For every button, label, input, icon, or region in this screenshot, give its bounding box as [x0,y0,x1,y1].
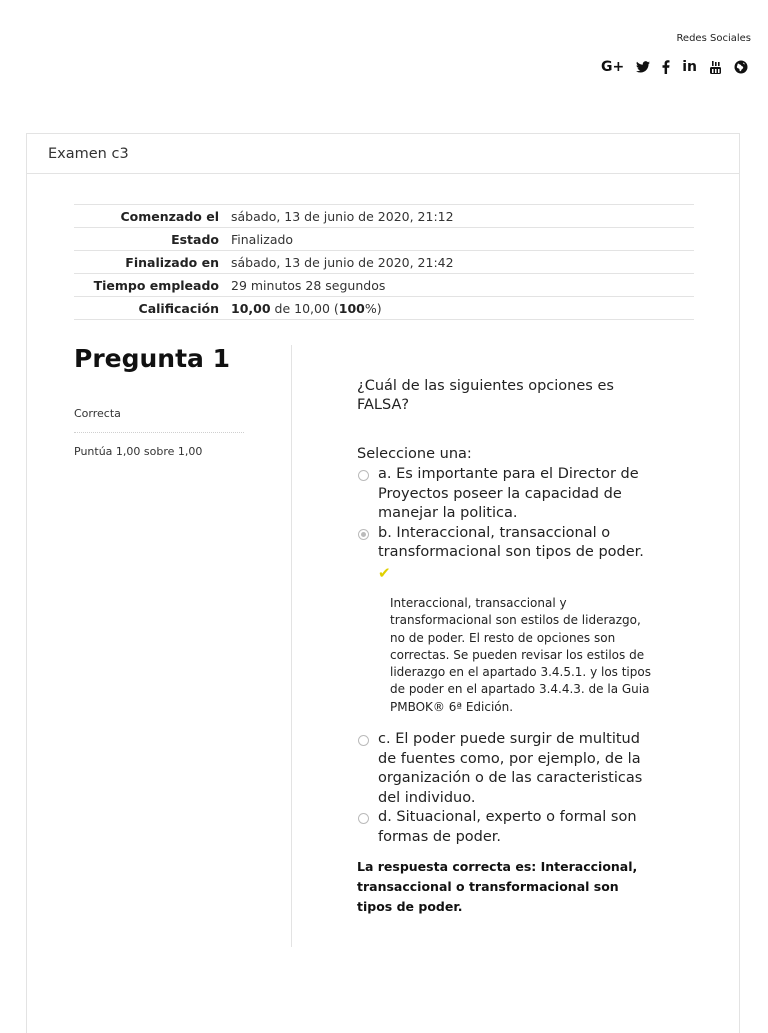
radio-button[interactable] [358,813,369,824]
google-plus-icon[interactable]: G+ [601,59,625,75]
summary-value: sábado, 13 de junio de 2020, 21:12 [231,208,454,224]
globe-icon[interactable] [734,58,748,76]
linkedin-icon[interactable]: in [682,59,697,75]
answer-option-a[interactable] [357,465,657,524]
answer-options [357,465,657,847]
summary-label: Tiempo empleado [93,277,219,293]
option-label: c. El poder puede surgir de multitud de fuentes como, por ejemplo, de la organización o de las caracteristicas del individuo. [378,731,643,806]
summary-row-finished [74,251,694,274]
answer-option-b[interactable] [357,524,657,584]
answer-prompt: Seleccione una: [357,446,472,462]
question-info [74,344,244,458]
correct-answer-text: La respuesta correcta es: Interaccional, transaccional o transformacional son tipos de poder. [357,859,638,915]
summary-row-state [74,228,694,251]
summary-value: 29 minutos 28 segundos [231,277,386,293]
question-text: ¿Cuál de las siguientes opciones es FALSA? [357,378,614,413]
option-label: a. Es importante para el Director de Proyectos poseer la capacidad de manejar la politica. [378,466,639,521]
summary-label: Estado [171,231,219,247]
summary-label: Comenzado el [120,208,219,224]
option-feedback: Interaccional, transaccional y transformacional son estilos de liderazgo, no de poder. El resto de opciones son correctas. Se pueden revisar los estilos de liderazgo en el apartado 3.4.5.1. y los tipos de poder en el apartado 3.4.4.3. de la Guia PMBOK® 6ª Edición. [390,596,651,714]
summary-value: Finalizado [231,231,294,247]
facebook-icon[interactable] [662,58,670,76]
radio-button[interactable] [358,470,369,481]
answer-option-d[interactable] [357,808,657,847]
quiz-title: Examen c3 [27,134,739,174]
summary-row-time-taken [74,274,694,297]
summary-value: sábado, 13 de junio de 2020, 21:42 [231,254,454,270]
social-icons [589,58,748,76]
summary-label: Finalizado en [125,254,219,270]
question-grade: Puntúa 1,00 sobre 1,00 [74,445,203,458]
question-title: Pregunta 1 [74,344,231,373]
attempt-summary-table [74,204,694,320]
grade-score: 10,00 [231,300,271,316]
question-content [357,377,657,917]
grade-total: de 10,00 ( [270,300,339,316]
youtube-icon[interactable] [709,58,722,76]
social-networks-label: Redes Sociales [676,33,751,44]
summary-row-grade [74,297,694,320]
radio-button-selected[interactable] [358,529,369,540]
twitter-icon[interactable] [636,58,650,76]
column-divider [291,345,292,947]
summary-row-started [74,205,694,228]
option-label: d. Situacional, experto o formal son formas de poder. [378,809,637,845]
summary-label: Calificación [138,300,219,316]
option-label: b. Interaccional, transaccional o transformacional son tipos de poder. [378,524,644,560]
quiz-review-panel [26,133,740,1033]
answer-option-c[interactable] [357,730,657,808]
grade-percent-sign: %) [364,300,382,316]
question-state: Correcta [74,407,244,433]
summary-value [225,297,694,320]
check-mark-icon: ✔ [378,563,391,582]
radio-button[interactable] [358,735,369,746]
grade-percent: 100 [338,300,365,316]
